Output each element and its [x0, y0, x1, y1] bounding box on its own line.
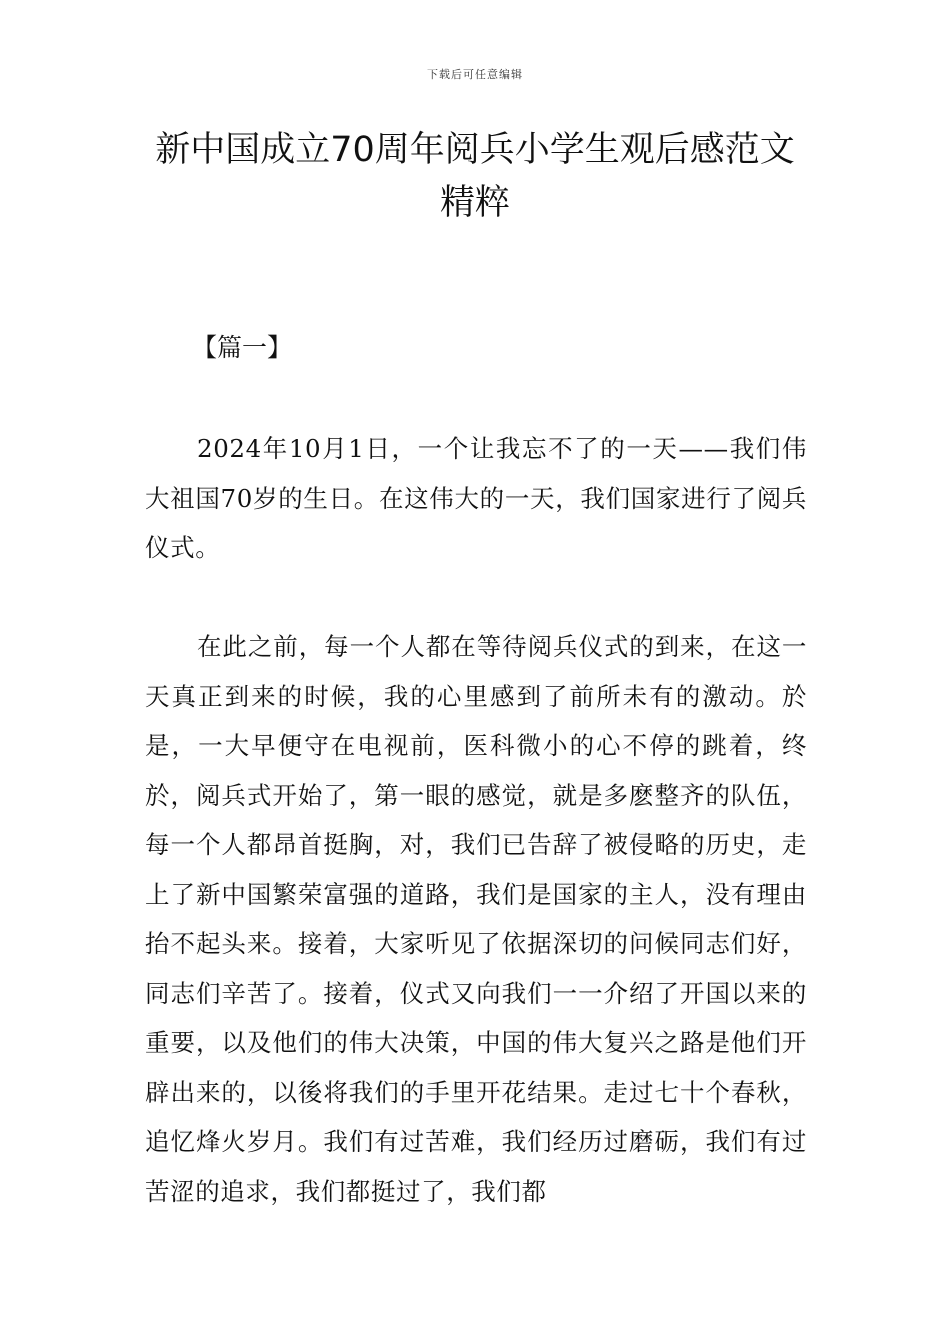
- header-note: 下载后可任意编辑: [427, 68, 523, 81]
- paragraph-1: 2024年10月1日，一个让我忘不了的一天——我们伟大祖国70岁的生日。在这伟大的一天，我们国家进行了阅兵仪式。: [145, 434, 807, 562]
- document-title: [100, 124, 850, 230]
- title-line-2: 精粹: [439, 183, 510, 223]
- paragraph-2: 在此之前，每一个人都在等待阅兵仪式的到来，在这一天真正到来的时候，我的心里感到了前所未有的激动。於是，一大早便守在电视前，医科微小的心不停的跳着，终於，阅兵式开始了，第一眼的感觉，就是多麽整齐的队伍，每一个人都昂首挺胸，对，我们已告辞了被侵略的历史，走上了新中国繁荣富强的道路，我们是国家的主人，没有理由抬不起头来。接着，大家听见了依据深切的问候同志们好，同志们辛苦了。接着，仪式又向我们一一介绍了开国以来的重要，以及他们的伟大决策，中国的伟大复兴之路是他们开辟出来的，以後将我们的手里开花结果。走过七十个春秋，追忆烽火岁月。我们有过苦难，我们经历过磨砺，我们有过苦涩的追求，我们都挺过了，我们都: [145, 632, 807, 1206]
- section-label: 【篇一】: [192, 333, 293, 362]
- title-line-1: 新中国成立70周年阅兵小学生观后感范文: [155, 130, 795, 170]
